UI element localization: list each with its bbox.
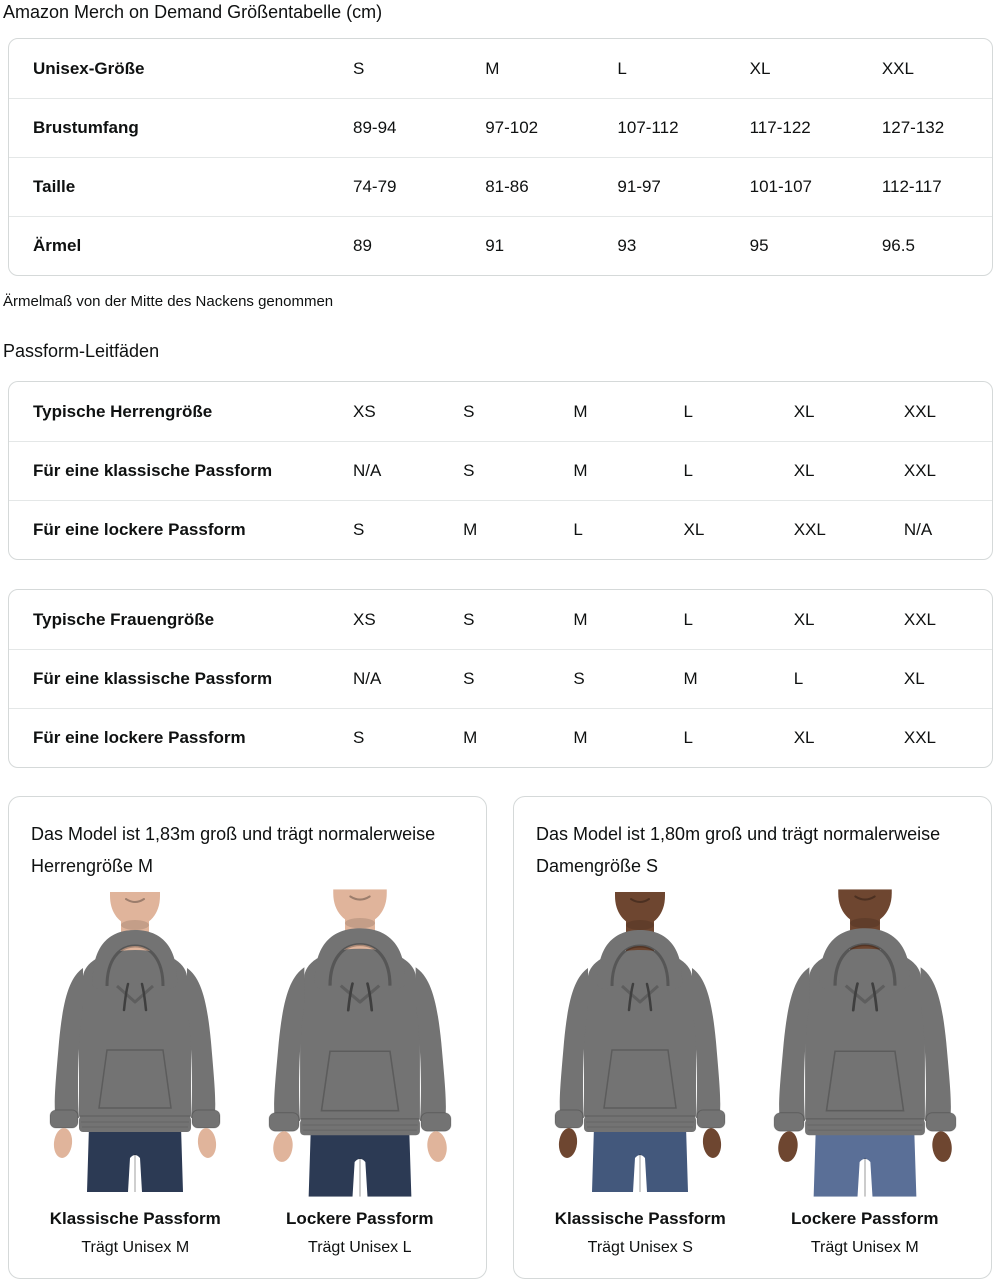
size-cell: M [573,728,588,747]
table-row [9,382,992,441]
size-cell: 127-132 [881,118,945,137]
model-cards [8,796,992,1279]
size-caption: Trägt Unisex L [308,1238,412,1256]
size-cell: L [683,609,693,629]
model-figure-classic-female [528,892,753,1260]
size-cell: XXL [793,520,826,539]
fit-caption: Klassische Passform [49,1209,221,1228]
size-cell: M [573,609,588,629]
size-cell: M [485,58,500,78]
row-label: Unisex-Größe [33,58,145,78]
size-cell: 117-122 [749,118,811,137]
size-cell: S [353,520,365,539]
womens-fit-table [8,589,993,768]
size-cell: XL [793,401,815,421]
row-label: Typische Herrengröße [33,401,213,421]
size-cell: 95 [749,236,769,255]
model-photo [746,889,984,1197]
page-title: Amazon Merch on Demand Größentabelle (cm) [3,2,383,22]
table-row [9,708,992,767]
row-label: Ärmel [33,236,82,255]
table-row [9,39,992,98]
size-cell: XS [353,609,376,629]
size-cell: XL [793,609,815,629]
size-cell: XL [903,669,925,688]
size-cell: XXL [903,609,936,629]
size-cell: S [463,609,475,629]
table-gap [0,560,1000,589]
table-row [9,98,992,157]
model-photo [24,892,246,1192]
size-cell: M [463,728,478,747]
model-figure-loose-female [753,892,978,1260]
size-cell: XL [793,728,815,747]
model-figure-loose-male [248,892,473,1260]
size-cell: 91 [485,236,505,255]
size-cell: 97-102 [485,118,539,137]
model-photo [241,889,479,1197]
sleeve-note: Ärmelmaß von der Mitte des Nackens genommen [3,293,334,310]
fit-caption: Klassische Passform [554,1209,726,1228]
size-cell: S [463,669,475,688]
model-card-heading: Das Model ist 1,83m groß und trägt normalerweise Herrengröße M [31,824,436,876]
table-row [9,500,992,559]
size-cell: S [353,728,365,747]
size-cell: 89-94 [353,118,397,137]
size-caption: Trägt Unisex M [81,1238,190,1256]
size-cell: 93 [617,236,637,255]
row-label: Taille [33,177,76,196]
size-cell: 101-107 [749,177,812,196]
size-cell: S [463,401,475,421]
row-label: Typische Frauengröße [33,609,215,629]
size-cell: 112-117 [881,177,942,196]
fit-caption: Lockere Passform [791,1209,939,1228]
size-cell: M [573,401,588,421]
model-card-women [513,796,992,1279]
model-figure-classic-male [23,892,248,1260]
row-label: Für eine lockere Passform [33,520,246,539]
table-row [9,441,992,500]
model-card-men [8,796,487,1279]
fit-caption: Lockere Passform [286,1209,434,1228]
size-caption: Trägt Unisex S [587,1238,693,1256]
size-cell: N/A [353,669,382,688]
size-cell: 96.5 [881,236,915,255]
size-cell: S [573,669,585,688]
size-cell: XL [793,461,815,480]
size-cell: 107-112 [617,118,679,137]
row-label: Für eine klassische Passform [33,461,273,480]
size-cell: 74-79 [353,177,397,196]
size-cell: L [793,669,804,688]
size-cell: M [683,669,698,688]
size-cell: L [683,728,693,747]
size-cell: 89 [353,236,372,255]
table-row [9,590,992,649]
size-cell: XL [683,520,705,539]
size-cell: XXL [903,461,936,480]
figures-row [23,892,472,1260]
row-label: Für eine klassische Passform [33,669,273,688]
size-cell: XL [749,58,771,78]
mens-fit-table [8,381,993,560]
size-caption: Trägt Unisex M [810,1238,919,1256]
table-row [9,157,992,216]
size-cell: L [617,58,627,78]
table-row [9,216,992,275]
size-cell: L [683,401,693,421]
size-cell: XS [353,401,376,421]
unisex-size-table [8,38,993,276]
size-cell: L [573,520,583,539]
model-card-heading: Das Model ist 1,80m groß und trägt normalerweise Damengröße S [536,824,941,876]
size-cell: M [573,461,588,480]
row-label: Brustumfang [33,118,139,137]
size-cell: S [353,58,365,78]
row-label: Für eine lockere Passform [33,728,246,747]
model-photo [529,892,751,1192]
size-cell: N/A [903,520,933,539]
size-cell: 91-97 [617,177,661,196]
size-cell: L [683,461,693,480]
size-cell: 81-86 [485,177,529,196]
table-row [9,649,992,708]
size-cell: M [463,520,478,539]
figures-row [528,892,977,1260]
size-cell: S [463,461,475,480]
size-cell: XXL [881,58,914,78]
size-cell: XXL [903,401,936,421]
size-cell: N/A [353,461,382,480]
fit-guides-heading: Passform-Leitfäden [3,341,160,361]
size-cell: XXL [903,728,936,747]
